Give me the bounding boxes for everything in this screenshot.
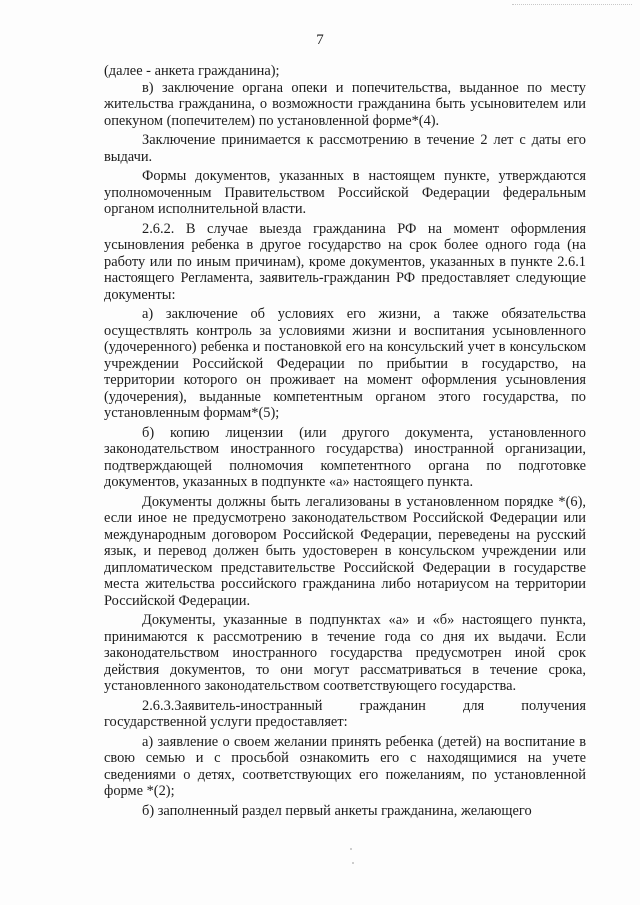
paragraph: 2.6.2. В случае выезда гражданина РФ на момент оформления усыновления ребенка в другое государство на срок более одного года (на работу или по иным причинам), кроме документов, указанных в пункте 2.6.1 настоящего Регламента, заявитель-гражданин РФ предоставляет следующие документы: xyxy=(104,220,586,303)
paragraph: б) копию лицензии (или другого документа, установленного законодательством иностранного государства) иностранной организации, подтверждающей полномочия компетентного органа по подготовке документов, указанных в подпункте «а» настоящего пункта. xyxy=(104,424,586,490)
document-body xyxy=(104,63,586,819)
paragraph: 2.6.3.Заявитель-иностранный гражданин для получения государственной услуги предоставляет: xyxy=(104,697,586,730)
paragraph: а) заявление о своем желании принять ребенка (детей) на воспитание в свою семью и с просьбой ознакомить его с находящимися на учете сведениями о детях, соответствующих его пожеланиям, по установленной форме *(2); xyxy=(104,733,586,799)
paragraph: б) заполненный раздел первый анкеты гражданина, желающего xyxy=(142,802,532,819)
page-number: 7 xyxy=(316,32,324,48)
scan-speck xyxy=(352,862,354,864)
scan-speck xyxy=(350,848,352,850)
scan-edge-mark xyxy=(512,4,632,7)
paragraph: а) заключение об условиях его жизни, а также обязательства осуществлять контроль за условиями жизни и воспитания усыновленного (удочеренного) ребенка и постановкой его на консульский учет в консульском учреждении Российской Федерации по прибытии в государство, на территории которого он проживает на момент оформления усыновления (удочерения), выданные компетентным органом этого государства, по установленным формам*(5); xyxy=(104,306,586,421)
paragraph: Документы должны быть легализованы в установленном порядке *(6), если иное не предусмотрено законодательством Российской Федерации или международным договором Российской Федерации, переведены на русский язык, и перевод должен быть удостоверен в консульском учреждении или дипломатическом представительстве Российской Федерации в государстве места жительства российского гражданина либо нотариусом на территории Российской Федерации. xyxy=(104,493,586,609)
paragraph: Формы документов, указанных в настоящем пункте, утверждаются уполномоченным Правительством Российской Федерации федеральным органом исполнительной власти. xyxy=(104,168,586,217)
paragraph: в) заключение органа опеки и попечительства, выданное по месту жительства гражданина, о возможности гражданина быть усыновителем или опекуном (попечителем) по установленной форме*(4). xyxy=(104,79,586,129)
paragraph: Документы, указанные в подпунктах «а» и «б» настоящего пункта, принимаются к рассмотрению в течение года со дня их выдачи. Если законодательством иностранного государства предусмотрен иной срок действия документов, то они могут рассматриваться в течение срока, установленного законодательством соответствующего государства. xyxy=(104,612,586,694)
paragraph: Заключение принимается к рассмотрению в течение 2 лет с даты его выдачи. xyxy=(104,132,586,165)
paragraph: (далее - анкета гражданина); xyxy=(104,63,280,79)
